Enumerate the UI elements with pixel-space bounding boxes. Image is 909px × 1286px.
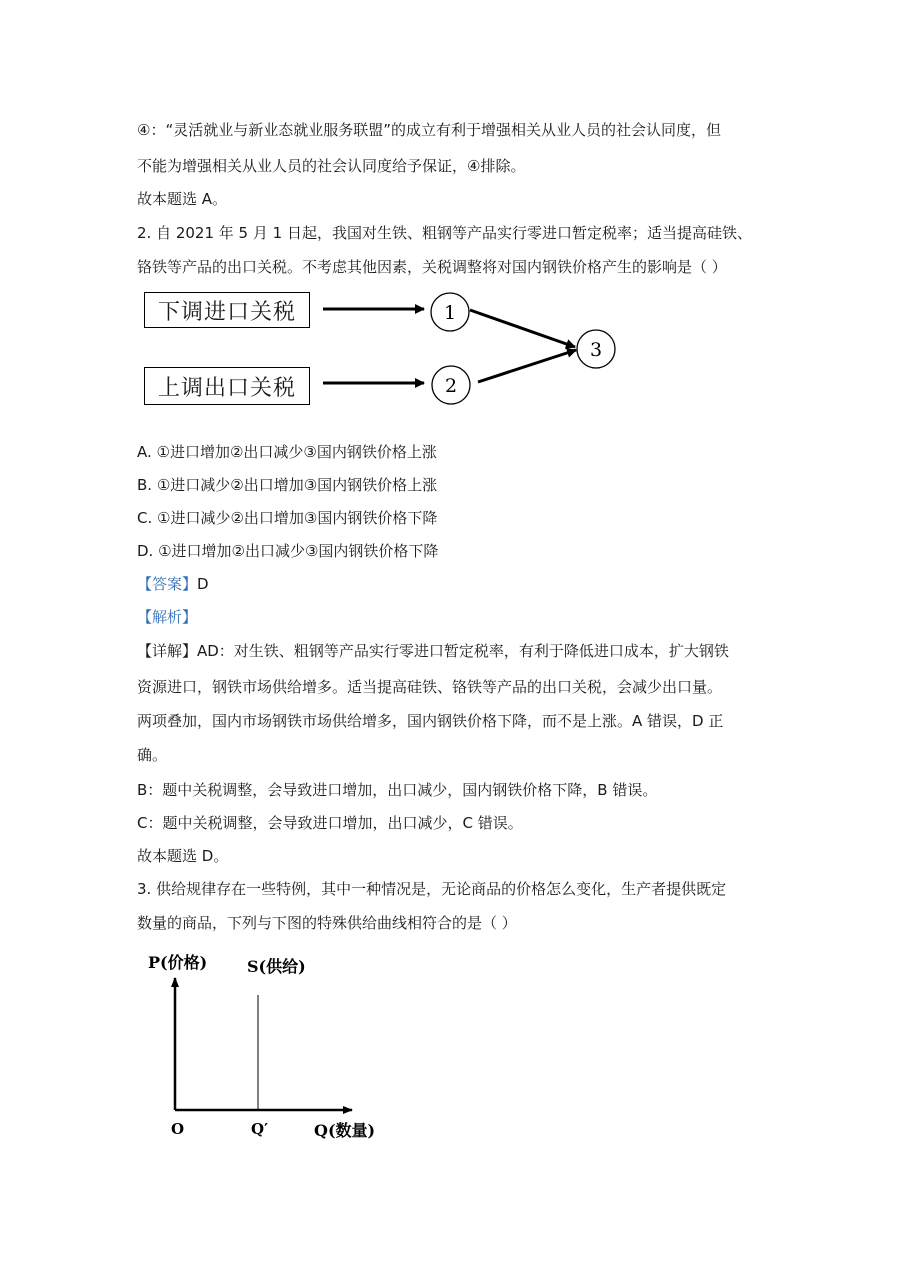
- detail-line: 【详解】AD：对生铁、粗钢等产品实行零进口暂定税率，有利于降低进口成本，扩大钢铁: [137, 642, 729, 660]
- curve-label: S(供给): [247, 957, 306, 976]
- analysis-tag: 【解析】: [137, 608, 198, 626]
- detail-line: 故本题选 D。: [137, 847, 229, 865]
- paragraph-line: ④：“灵活就业与新业态就业服务联盟”的成立有利于增强相关从业人员的社会认同度，但: [137, 121, 721, 139]
- paragraph-line: 故本题选 A。: [137, 190, 228, 208]
- node-1-label: 1: [443, 302, 457, 324]
- answer-value: D: [197, 575, 209, 593]
- diagram-box-lower-import-tariff: 下调进口关税: [144, 292, 310, 328]
- diagram-arrows: [0, 0, 909, 430]
- option-d: D. ①进口增加②出口减少③国内钢铁价格下降: [137, 542, 439, 560]
- option-a: A. ①进口增加②出口减少③国内钢铁价格上涨: [137, 443, 437, 461]
- arrow-1-to-3: [470, 310, 575, 347]
- detail-line: B：题中关税调整，会导致进口增加，出口减少，国内钢铁价格下降，B 错误。: [137, 781, 658, 799]
- detail-line: 两项叠加，国内市场钢铁市场供给增多，国内钢铁价格下降，而不是上涨。A 错误，D 正: [137, 712, 724, 730]
- detail-line: C：题中关税调整，会导致进口增加，出口减少，C 错误。: [137, 814, 523, 832]
- origin-label: O: [171, 1120, 185, 1138]
- arrow-2-to-3: [478, 350, 576, 382]
- paragraph-line: 不能为增强相关从业人员的社会认同度给予保证，④排除。: [137, 157, 526, 175]
- detail-line: 资源进口，钢铁市场供给增多。适当提高硅铁、铬铁等产品的出口关税，会减少出口量。: [137, 678, 723, 696]
- question-2-stem: 2. 自 2021 年 5 月 1 日起，我国对生铁、粗钢等产品实行零进口暂定税率；适当提高硅铁、: [137, 224, 752, 242]
- diagram-box-raise-export-tariff: 上调出口关税: [144, 367, 310, 405]
- question-2-stem: 铬铁等产品的出口关税。不考虑其他因素，关税调整将对国内钢铁价格产生的影响是（ ）: [137, 258, 727, 276]
- answer-line: [137, 574, 209, 594]
- question-3-stem: 3. 供给规律存在一些特例，其中一种情况是，无论商品的价格怎么变化，生产者提供既定: [137, 880, 727, 898]
- x-axis-label: Q(数量): [314, 1121, 376, 1140]
- answer-tag: 【答案】: [137, 575, 198, 593]
- question-3-stem: 数量的商品，下列与下图的特殊供给曲线相符合的是（ ）: [137, 914, 517, 932]
- node-3-label: 3: [589, 339, 603, 361]
- option-c: C. ①进口减少②出口增加③国内钢铁价格下降: [137, 509, 438, 527]
- q-prime-label: Q′: [251, 1120, 269, 1138]
- y-axis-label: P(价格): [148, 953, 208, 972]
- node-2-label: 2: [444, 375, 458, 397]
- option-b: B. ①进口减少②出口增加③国内钢铁价格上涨: [137, 476, 438, 494]
- detail-line: 确。: [137, 746, 168, 764]
